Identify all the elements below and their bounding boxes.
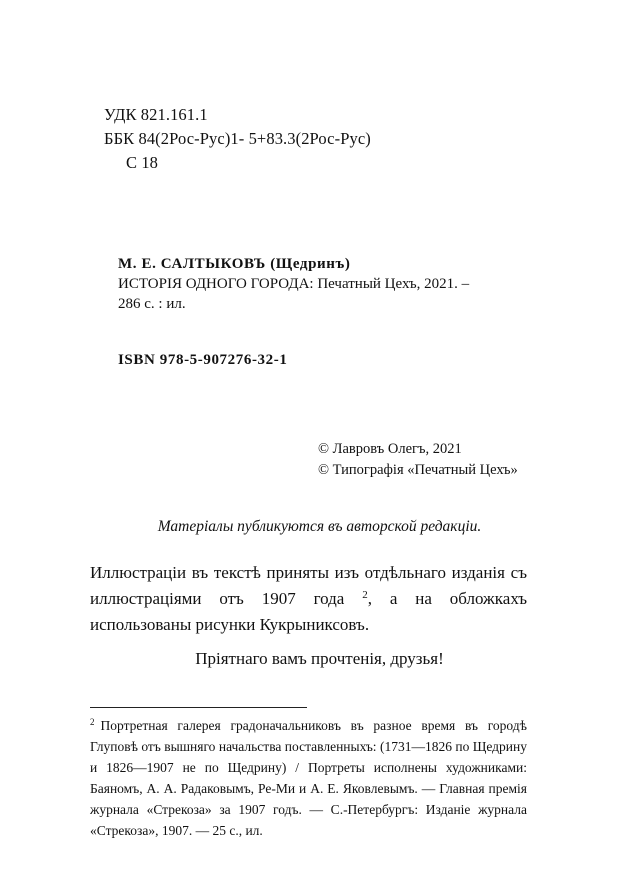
thanks-line: Пріятнаго вамъ прочтенія, друзья! — [195, 649, 444, 668]
footnote-text: Портретная галерея градоначальниковъ въ разное время въ городѣ Глуповѣ отъ вышняго начальства поставленныхъ: (1731—1826 по Щедрину и 1826—1907 не по Щедрину) / Портреты исполнены художниками: Баяномъ, А. А. Радаковымъ, Ре-Ми и А. Е. Яковлевымъ. — Главная премія журнала «Стрекоза» за 1907 годъ. — С.-Петербургъ: Изданіе журнала «Стрекоза», 1907. — 25 с., ил. — [90, 718, 527, 838]
classification-block — [104, 103, 371, 175]
copyright-line: © Типографія «Печатный Цехъ» — [318, 462, 518, 478]
illustrations-text-end: , а на обложкахъ использованы рисунки Кукрыниксовъ. — [90, 589, 527, 634]
footnote — [90, 715, 527, 841]
copyright-line: © Лавровъ Олегъ, 2021 — [318, 441, 462, 457]
author-name: М. Е. САЛТЫКОВЪ (Щедринъ) — [118, 256, 351, 272]
illustrations-text: Иллюстраціи въ текстѣ приняты изъ отдѣльнаго изданія съ иллюстраціями отъ 1907 года — [90, 563, 527, 608]
isbn: ISBN 978-5-907276-32-1 — [118, 352, 288, 368]
footnote-marker: 2 — [90, 717, 95, 727]
materials-note: Матеріалы публикуются въ авторской редакціи. — [157, 518, 482, 535]
footnote-divider — [90, 707, 307, 708]
bbk-code: ББК 84(2Рос-Рус)1- 5+83.3(2Рос-Рус) — [104, 129, 371, 148]
bibliographic-record — [118, 254, 538, 314]
author-mark: С 18 — [126, 153, 159, 172]
illustrations-note — [90, 560, 527, 638]
book-description-line1: ИСТОРІЯ ОДНОГО ГОРОДА: Печатный Цехъ, 2021. – — [118, 276, 470, 292]
copyright-block — [318, 439, 518, 481]
book-description-line2: 286 с. : ил. — [118, 296, 186, 312]
udk-code: УДК 821.161.1 — [104, 105, 208, 124]
footnote-reference[interactable]: 2 — [362, 589, 368, 601]
